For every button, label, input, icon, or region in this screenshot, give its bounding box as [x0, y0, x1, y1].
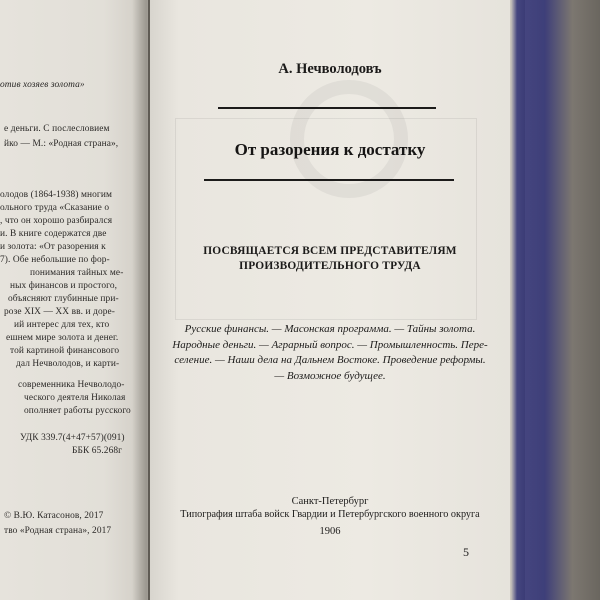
- left-line: ополняет работы русского: [24, 406, 131, 416]
- left-line: понимания тайных ме-: [30, 268, 124, 278]
- dedication: [170, 244, 490, 274]
- contents-line: — Возможное будущее.: [274, 369, 386, 382]
- left-line: ий интерес для тех, кто: [14, 320, 110, 330]
- bbk-code: ББК 65.268г: [72, 446, 123, 456]
- left-line: ных финансов и простого,: [10, 281, 118, 291]
- left-line: розе XIX — XX вв. и доре-: [4, 307, 116, 317]
- left-line: отив хозяев золота»: [0, 80, 85, 90]
- left-line: дал Нечволодов, и карти-: [16, 359, 120, 369]
- left-line: ольного труда «Сказание о: [0, 203, 110, 213]
- left-line: и золота: «От разорения к: [0, 242, 106, 252]
- left-line: е деньги. С послесловием: [4, 124, 110, 134]
- rule-top: [218, 107, 436, 109]
- left-line: 7). Обе небольшие по фор-: [0, 255, 110, 265]
- dedication-line: ПРОИЗВОДИТЕЛЬНОГО ТРУДА: [239, 260, 421, 272]
- left-line: современника Нечволодо-: [18, 380, 125, 390]
- book-title: От разорения к достатку: [234, 140, 426, 159]
- page-number: 5: [463, 545, 469, 559]
- contents-list: [170, 322, 490, 384]
- rule-bottom: [204, 179, 454, 181]
- copyright-publisher: тво «Родная страна», 2017: [4, 526, 112, 536]
- left-line: объясняют глубинные при-: [8, 294, 119, 304]
- contents-line: Народные деньги. — Аграрный вопрос. — Промышленность. Пере-: [172, 338, 488, 351]
- copyright-author: © В.Ю. Катасонов, 2017: [4, 511, 104, 521]
- author-name: А. Нечволодовъ: [278, 61, 382, 77]
- contents-line: Русские финансы. — Масонская программа. — Тайны золота.: [184, 323, 476, 335]
- dedication-line: ПОСВЯЩАЕТСЯ ВСЕМ ПРЕДСТАВИТЕЛЯМ: [203, 245, 457, 257]
- publication-city: Санкт-Петербург: [291, 496, 369, 507]
- udk-code: УДК 339.7(4+47+57)(091): [20, 433, 125, 443]
- left-line: ешнем мире золота и денег.: [6, 333, 119, 343]
- left-page: [0, 0, 148, 600]
- left-line: , что он хорошо разбирался: [0, 216, 113, 226]
- left-line: той картиной финансового: [10, 346, 120, 356]
- left-line: ческого деятеля Николая: [24, 393, 126, 403]
- publisher-line: Типография штаба войск Гвардии и Петербургского военного округа: [180, 509, 480, 520]
- left-line: олодов (1864-1938) многим: [0, 190, 113, 200]
- left-line: и. В книге содержатся две: [0, 229, 107, 239]
- left-line: йко — М.: «Родная страна»,: [4, 139, 119, 149]
- contents-line: селение. — Наши дела на Дальнем Востоке. Проведение реформы.: [174, 354, 486, 366]
- publication-year: 1906: [319, 526, 341, 537]
